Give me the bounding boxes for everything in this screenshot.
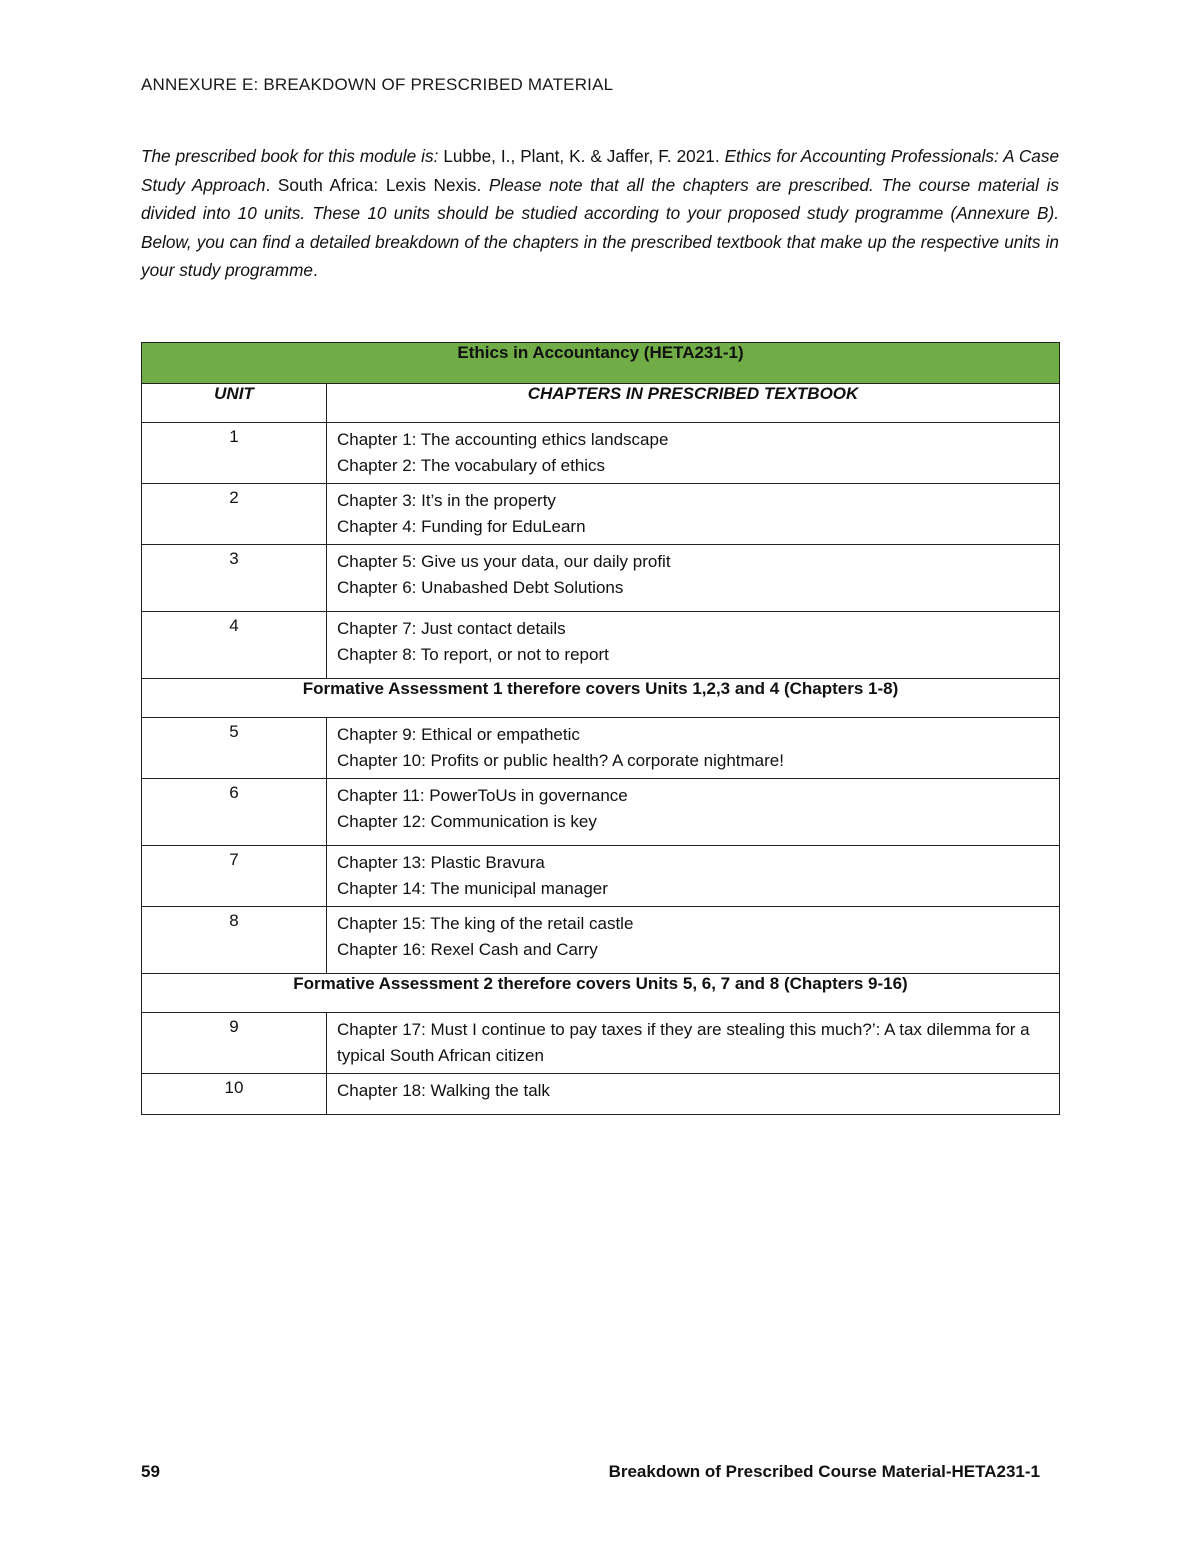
table-title-row <box>142 343 1060 384</box>
page-number: 59 <box>141 1462 160 1481</box>
chapters-cell <box>327 846 1060 907</box>
table-row <box>142 846 1060 907</box>
table-row <box>142 907 1060 974</box>
intro-part-4: . South Africa: Lexis Nexis. <box>265 174 489 195</box>
table-row <box>142 484 1060 545</box>
table-row <box>142 545 1060 612</box>
chapter-line: Chapter 9: Ethical or empathetic <box>337 725 580 744</box>
intro-part-6: . <box>312 260 318 280</box>
intro-paragraph <box>141 142 1059 285</box>
chapter-line: Chapter 16: Rexel Cash and Carry <box>337 940 598 959</box>
summary-row <box>142 974 1060 1013</box>
chapters-cell <box>327 779 1060 846</box>
summary-row <box>142 679 1060 718</box>
chapters-cell <box>327 484 1060 545</box>
chapters-cell <box>327 718 1060 779</box>
table-row <box>142 423 1060 484</box>
column-header-unit: UNIT <box>142 384 327 423</box>
chapter-line: Chapter 13: Plastic Bravura <box>337 853 545 872</box>
chapter-line: Chapter 15: The king of the retail castle <box>337 914 634 933</box>
chapter-line: Chapter 1: The accounting ethics landscape <box>337 430 669 449</box>
table-title: Ethics in Accountancy (HETA231-1) <box>142 343 1060 384</box>
chapter-line: Chapter 6: Unabashed Debt Solutions <box>337 578 624 597</box>
unit-cell: 2 <box>142 484 327 545</box>
chapters-cell <box>327 907 1060 974</box>
unit-cell: 5 <box>142 718 327 779</box>
chapter-line: Chapter 2: The vocabulary of ethics <box>337 456 606 475</box>
chapter-line: Chapter 17: Must I continue to pay taxes if they are stealing this much?’: A tax dilemma for a typical South African citizen <box>337 1020 1030 1065</box>
summary-cell: Formative Assessment 2 therefore covers Units 5, 6, 7 and 8 (Chapters 9-16) <box>142 974 1060 1013</box>
chapter-line: Chapter 10: Profits or public health? A corporate nightmare! <box>337 751 784 770</box>
page-heading: ANNEXURE E: BREAKDOWN OF PRESCRIBED MATERIAL <box>141 75 614 94</box>
unit-cell: 6 <box>142 779 327 846</box>
chapter-line: Chapter 5: Give us your data, our daily profit <box>337 552 671 571</box>
unit-cell: 1 <box>142 423 327 484</box>
units-table <box>141 342 1060 1115</box>
unit-cell: 9 <box>142 1013 327 1074</box>
chapter-line: Chapter 3: It’s in the property <box>337 491 556 510</box>
intro-part-5: Please note that all the chapters are prescribed. The course material is divided into 10 units. These 10 units should be studied according to your proposed study programme (Annexure B). Below, you can find a detailed breakdown of the chapters in the prescribed textbook that make up the respective units in your study programme <box>141 174 1059 280</box>
unit-cell: 7 <box>142 846 327 907</box>
table-row <box>142 718 1060 779</box>
table-body <box>142 423 1060 1115</box>
chapter-line: Chapter 4: Funding for EduLearn <box>337 517 586 536</box>
table-header-row <box>142 384 1060 423</box>
chapter-line: Chapter 14: The municipal manager <box>337 879 608 898</box>
table-row <box>142 612 1060 679</box>
chapter-line: Chapter 7: Just contact details <box>337 619 566 638</box>
chapters-cell <box>327 1074 1060 1115</box>
chapter-line: Chapter 18: Walking the talk <box>337 1081 550 1100</box>
column-header-chapters: CHAPTERS IN PRESCRIBED TEXTBOOK <box>327 384 1060 423</box>
chapter-line: Chapter 8: To report, or not to report <box>337 645 609 664</box>
chapters-cell <box>327 545 1060 612</box>
table-row <box>142 779 1060 846</box>
footer-title: Breakdown of Prescribed Course Material-HETA231-1 <box>608 1462 1040 1481</box>
table-row <box>142 1013 1060 1074</box>
intro-part-2: Lubbe, I., Plant, K. & Jaffer, F. 2021. <box>443 146 725 166</box>
chapters-cell <box>327 1013 1060 1074</box>
chapters-cell <box>327 423 1060 484</box>
table-row <box>142 1074 1060 1115</box>
unit-cell: 10 <box>142 1074 327 1115</box>
intro-part-1: The prescribed book for this module is: <box>141 146 444 166</box>
chapters-cell <box>327 612 1060 679</box>
unit-cell: 3 <box>142 545 327 612</box>
unit-cell: 4 <box>142 612 327 679</box>
unit-cell: 8 <box>142 907 327 974</box>
chapter-line: Chapter 12: Communication is key <box>337 812 597 831</box>
book-title: Ethics for Accounting Professionals: A Case Study Approach <box>141 146 1059 195</box>
summary-cell: Formative Assessment 1 therefore covers Units 1,2,3 and 4 (Chapters 1-8) <box>142 679 1060 718</box>
chapter-line: Chapter 11: PowerToUs in governance <box>337 786 628 805</box>
